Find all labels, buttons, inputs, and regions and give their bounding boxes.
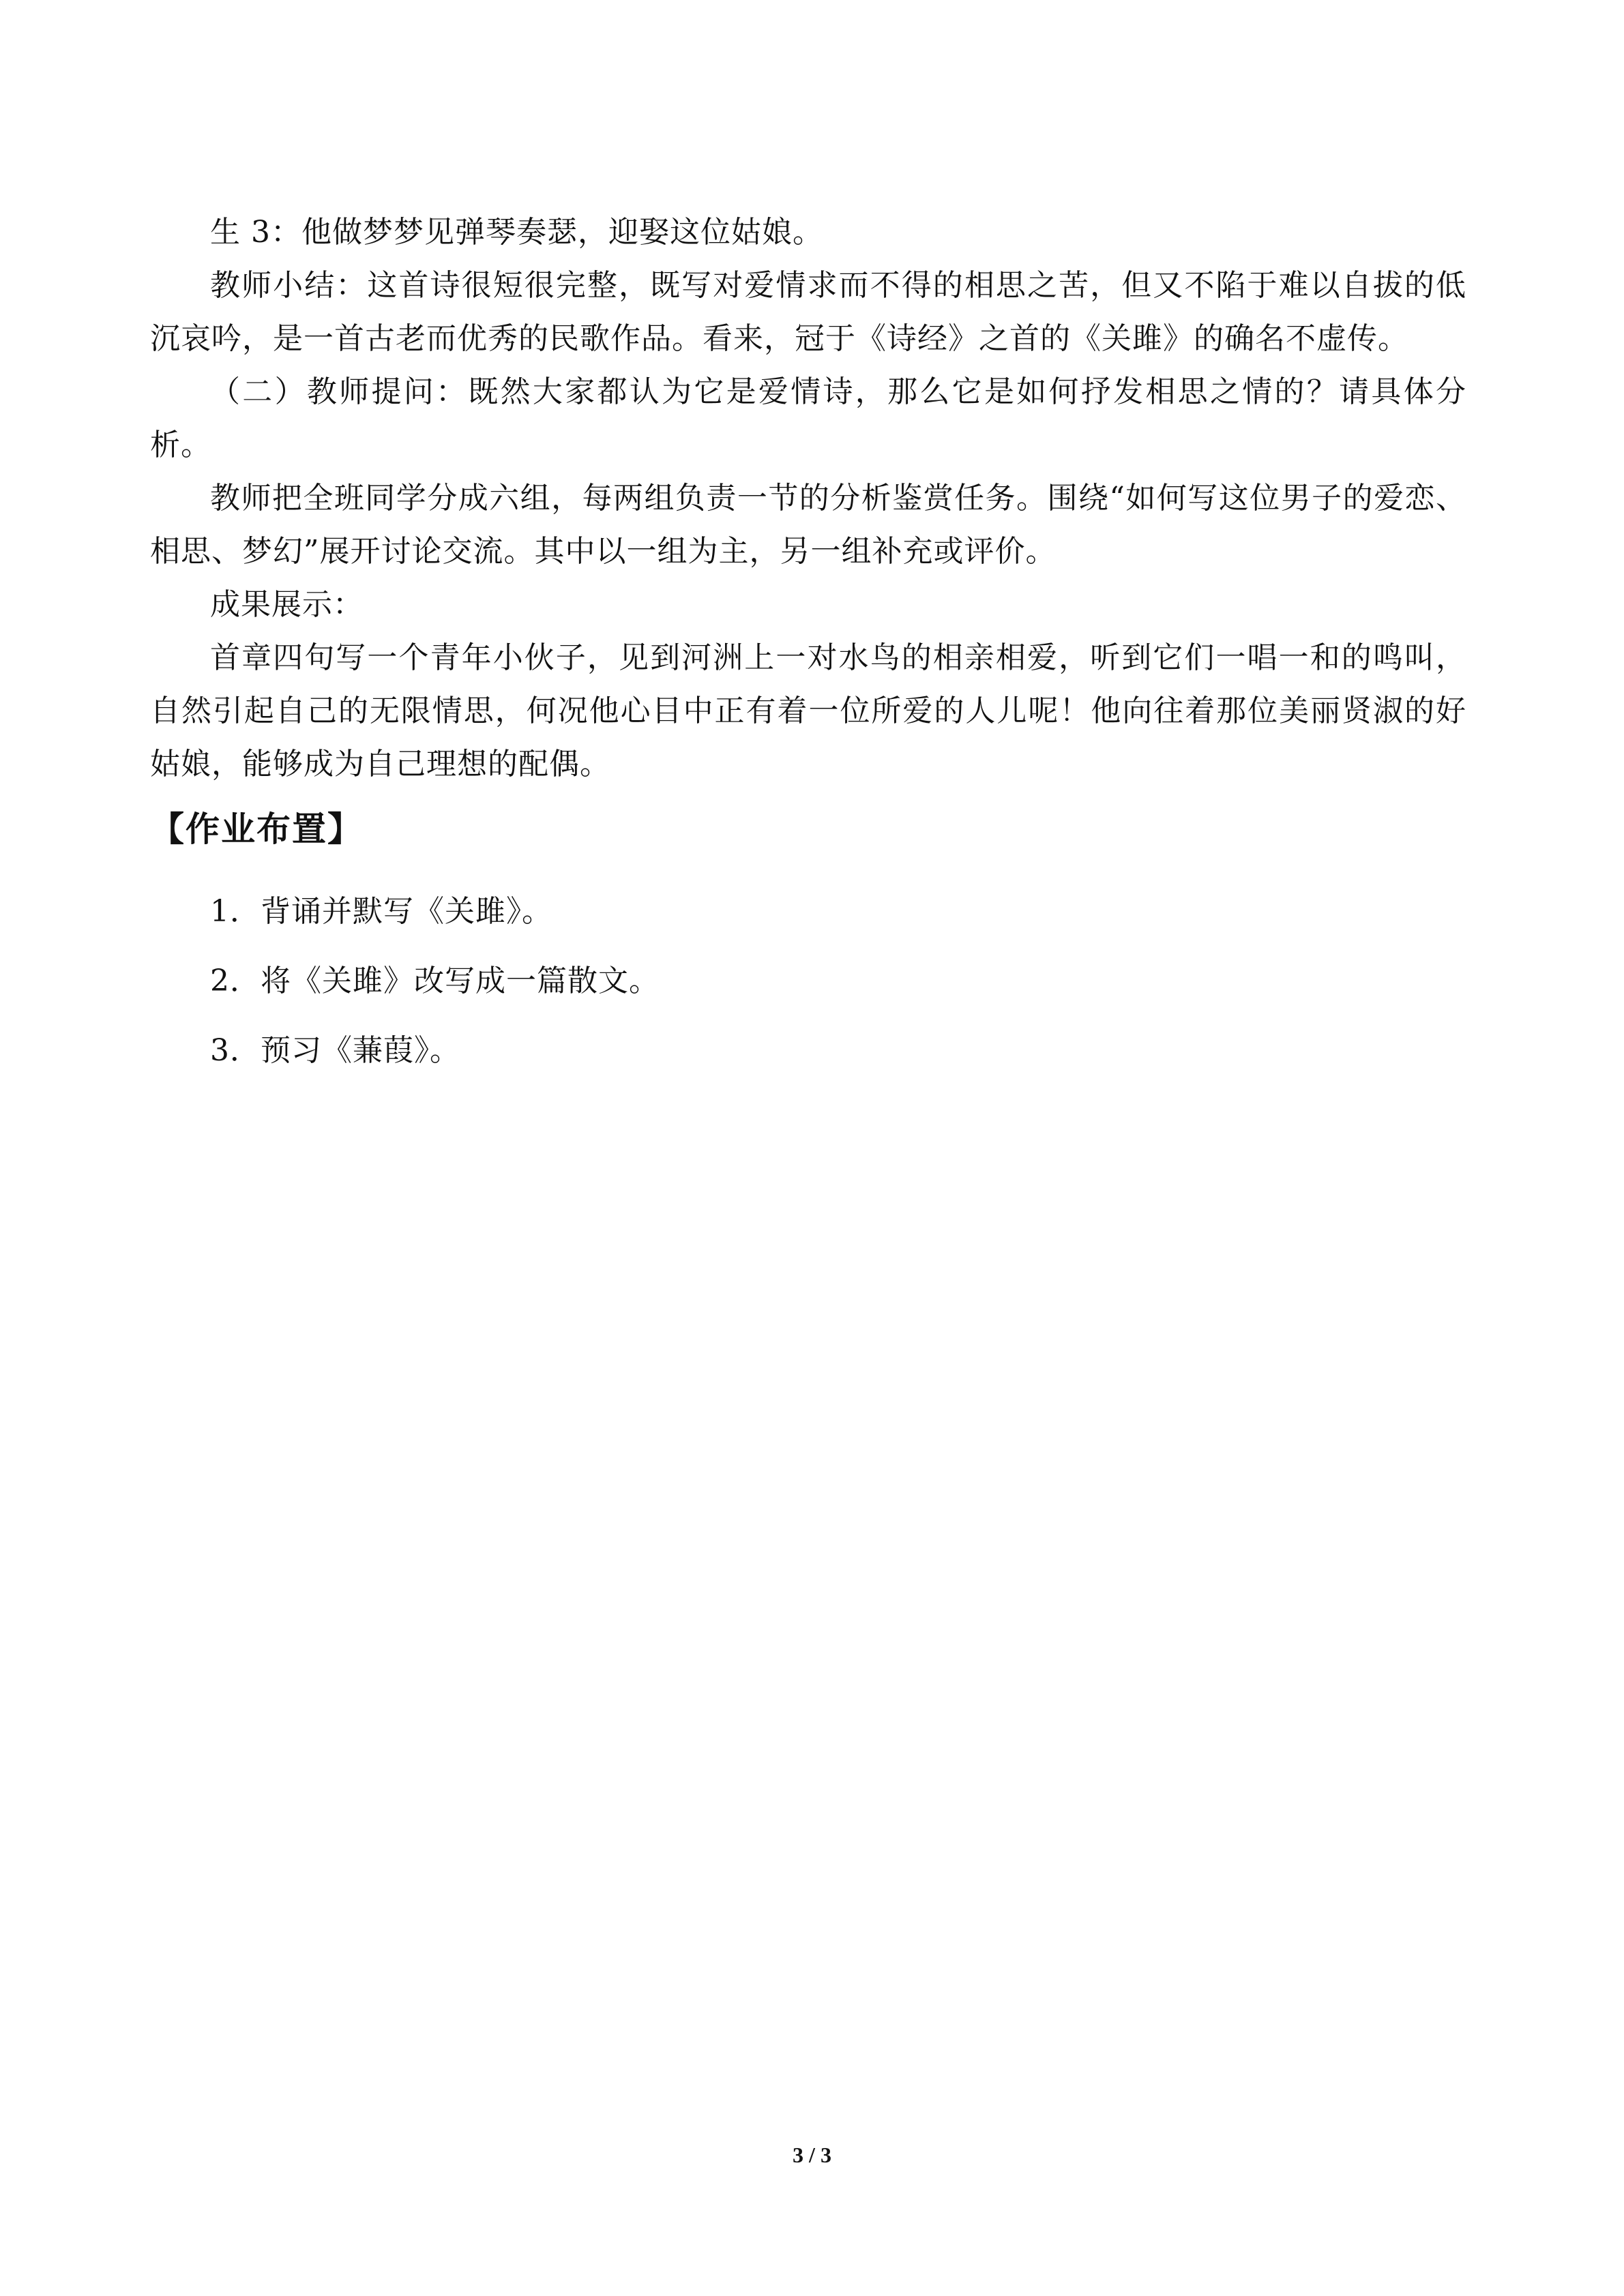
homework-item-2: 2．将《关雎》改写成一篇散文。	[210, 964, 660, 998]
paragraph-first-stanza-analysis: 首章四句写一个青年小伙子，见到河洲上一对水鸟的相亲相爱，听到它们一唱一和的鸣叫，自然引起自己的无限情思，何况他心目中正有着一位所爱的人儿呢！他向往着那位美丽贤淑的好姑娘，能够成为自己理想的配偶。	[150, 640, 1466, 781]
page-content	[150, 206, 1466, 1086]
homework-item-1: 1．背诵并默写《关雎》。	[210, 894, 552, 929]
paragraph-teacher-question: （二）教师提问：既然大家都认为它是爱情诗，那么它是如何抒发相思之情的？请具体分析。	[150, 374, 1466, 462]
homework-heading: 【作业布置】	[150, 809, 363, 849]
paragraph-teacher-summary: 教师小结：这首诗很短很完整，既写对爱情求而不得的相思之苦，但又不陷于难以自拔的低沉哀吟，是一首古老而优秀的民歌作品。看来，冠于《诗经》之首的《关雎》的确名不虚传。	[150, 268, 1466, 356]
paragraph-results-label: 成果展示：	[210, 587, 364, 622]
homework-item-3: 3．预习《蒹葭》。	[210, 1033, 460, 1068]
homework-list	[150, 877, 1466, 1086]
paragraph-group-task: 教师把全班同学分成六组，每两组负责一节的分析鉴赏任务。围绕“如何写这位男子的爱恋、相思、梦幻”展开讨论交流。其中以一组为主，另一组补充或评价。	[150, 481, 1466, 569]
page-number: 3 / 3	[793, 2143, 831, 2167]
paragraph-student-3: 生 3：他做梦梦见弹琴奏瑟，迎娶这位姑娘。	[210, 215, 823, 250]
